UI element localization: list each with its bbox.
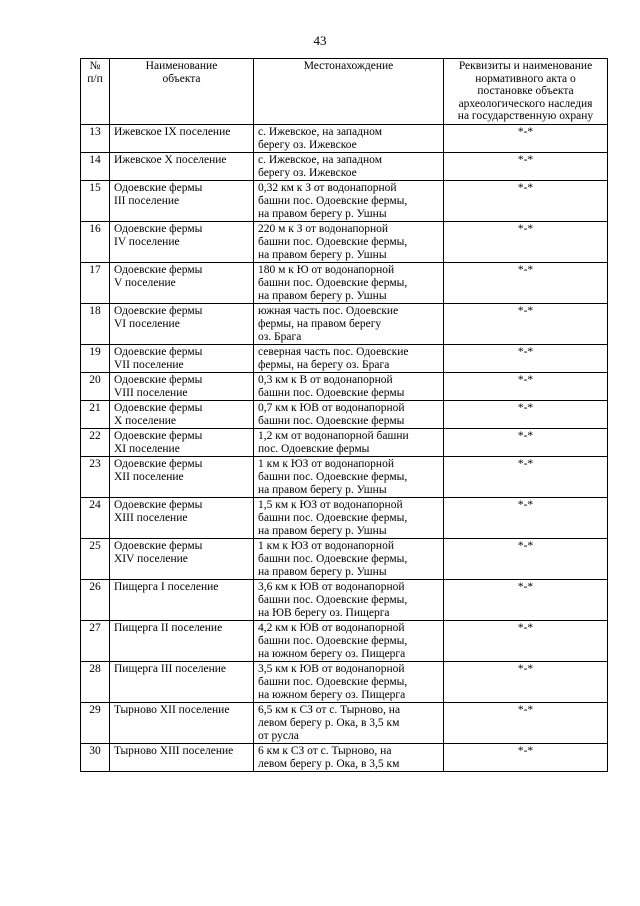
object-name: Одоевские фермы XII поселение [110, 456, 254, 497]
header-number: № п/п [81, 59, 110, 125]
table-row [81, 262, 608, 303]
object-requisites: *-* [444, 743, 608, 771]
row-number: 21 [81, 400, 110, 428]
object-location: 3,6 км к ЮВ от водонапорной башни пос. Одоевские фермы, на ЮВ берегу оз. Пищерга [254, 579, 444, 620]
heritage-registry-table [80, 58, 608, 772]
object-location: 180 м к Ю от водонапорной башни пос. Одоевские фермы, на правом берегу р. Ушны [254, 262, 444, 303]
object-location: с. Ижевское, на западном берегу оз. Ижевское [254, 124, 444, 152]
object-requisites: *-* [444, 303, 608, 344]
object-requisites: *-* [444, 372, 608, 400]
object-name: Пищерга II поселение [110, 620, 254, 661]
row-number: 28 [81, 661, 110, 702]
object-location: 1 км к ЮЗ от водонапорной башни пос. Одоевские фермы, на правом берегу р. Ушны [254, 456, 444, 497]
row-number: 26 [81, 579, 110, 620]
table-row [81, 152, 608, 180]
row-number: 17 [81, 262, 110, 303]
object-requisites: *-* [444, 456, 608, 497]
page-number: 43 [313, 33, 327, 48]
object-location: 4,2 км к ЮВ от водонапорной башни пос. Одоевские фермы, на южном берегу оз. Пищерга [254, 620, 444, 661]
object-requisites: *-* [444, 221, 608, 262]
table-row [81, 221, 608, 262]
table-row [81, 743, 608, 771]
object-requisites: *-* [444, 262, 608, 303]
object-location: 1,5 км к ЮЗ от водонапорной башни пос. Одоевские фермы, на правом берегу р. Ушны [254, 497, 444, 538]
header-location: Местонахождение [254, 59, 444, 125]
header-row [81, 59, 608, 125]
row-number: 25 [81, 538, 110, 579]
table-row [81, 303, 608, 344]
object-name: Одоевские фермы VII поселение [110, 344, 254, 372]
object-location: 0,32 км к З от водонапорной башни пос. Одоевские фермы, на правом берегу р. Ушны [254, 180, 444, 221]
row-number: 15 [81, 180, 110, 221]
table-row [81, 180, 608, 221]
row-number: 14 [81, 152, 110, 180]
object-requisites: *-* [444, 152, 608, 180]
row-number: 19 [81, 344, 110, 372]
object-name: Одоевские фермы VI поселение [110, 303, 254, 344]
table-row [81, 456, 608, 497]
object-requisites: *-* [444, 497, 608, 538]
object-location: с. Ижевское, на западном берегу оз. Ижевское [254, 152, 444, 180]
object-requisites: *-* [444, 579, 608, 620]
object-name: Пищерга I поселение [110, 579, 254, 620]
object-requisites: *-* [444, 538, 608, 579]
object-name: Одоевские фермы XIV поселение [110, 538, 254, 579]
object-location: 3,5 км к ЮВ от водонапорной башни пос. Одоевские фермы, на южном берегу оз. Пищерга [254, 661, 444, 702]
row-number: 30 [81, 743, 110, 771]
table-row [81, 428, 608, 456]
object-requisites: *-* [444, 702, 608, 743]
object-location: северная часть пос. Одоевские фермы, на берегу оз. Брага [254, 344, 444, 372]
table-row [81, 579, 608, 620]
object-name: Одоевские фермы XIII поселение [110, 497, 254, 538]
object-location: 6 км к СЗ от с. Тырново, на левом берегу р. Ока, в 3,5 км [254, 743, 444, 771]
object-requisites: *-* [444, 124, 608, 152]
table-row [81, 497, 608, 538]
row-number: 22 [81, 428, 110, 456]
object-location: 0,7 км к ЮВ от водонапорной башни пос. Одоевские фермы [254, 400, 444, 428]
object-location: 6,5 км к СЗ от с. Тырново, на левом берегу р. Ока, в 3,5 км от русла [254, 702, 444, 743]
object-requisites: *-* [444, 620, 608, 661]
row-number: 20 [81, 372, 110, 400]
object-location: 1,2 км от водонапорной башни пос. Одоевские фермы [254, 428, 444, 456]
row-number: 18 [81, 303, 110, 344]
object-name: Одоевские фермы III поселение [110, 180, 254, 221]
row-number: 16 [81, 221, 110, 262]
object-requisites: *-* [444, 661, 608, 702]
object-location: 1 км к ЮЗ от водонапорной башни пос. Одоевские фермы, на правом берегу р. Ушны [254, 538, 444, 579]
table-row [81, 400, 608, 428]
object-name: Одоевские фермы VIII поселение [110, 372, 254, 400]
object-location: 220 м к З от водонапорной башни пос. Одоевские фермы, на правом берегу р. Ушны [254, 221, 444, 262]
object-name: Одоевские фермы IV поселение [110, 221, 254, 262]
object-requisites: *-* [444, 180, 608, 221]
row-number: 27 [81, 620, 110, 661]
table-row [81, 538, 608, 579]
table-row [81, 372, 608, 400]
object-name: Ижевское X поселение [110, 152, 254, 180]
object-name: Одоевские фермы XI поселение [110, 428, 254, 456]
row-number: 24 [81, 497, 110, 538]
object-name: Ижевское IX поселение [110, 124, 254, 152]
table-row [81, 620, 608, 661]
row-number: 23 [81, 456, 110, 497]
object-location: южная часть пос. Одоевские фермы, на правом берегу оз. Брага [254, 303, 444, 344]
row-number: 29 [81, 702, 110, 743]
table-header [81, 59, 608, 125]
object-requisites: *-* [444, 428, 608, 456]
row-number: 13 [81, 124, 110, 152]
object-name: Тырново XIII поселение [110, 743, 254, 771]
header-object-name: Наименование объекта [110, 59, 254, 125]
header-requisites: Реквизиты и наименование нормативного акта о постановке объекта археологического наследия на государственную охрану [444, 59, 608, 125]
table-row [81, 124, 608, 152]
table-row [81, 344, 608, 372]
table-row [81, 661, 608, 702]
object-name: Одоевские фермы V поселение [110, 262, 254, 303]
table-body [81, 124, 608, 771]
object-requisites: *-* [444, 344, 608, 372]
object-name: Одоевские фермы X поселение [110, 400, 254, 428]
object-name: Тырново XII поселение [110, 702, 254, 743]
object-location: 0,3 км к В от водонапорной башни пос. Одоевские фермы [254, 372, 444, 400]
object-name: Пищерга III поселение [110, 661, 254, 702]
table-row [81, 702, 608, 743]
object-requisites: *-* [444, 400, 608, 428]
